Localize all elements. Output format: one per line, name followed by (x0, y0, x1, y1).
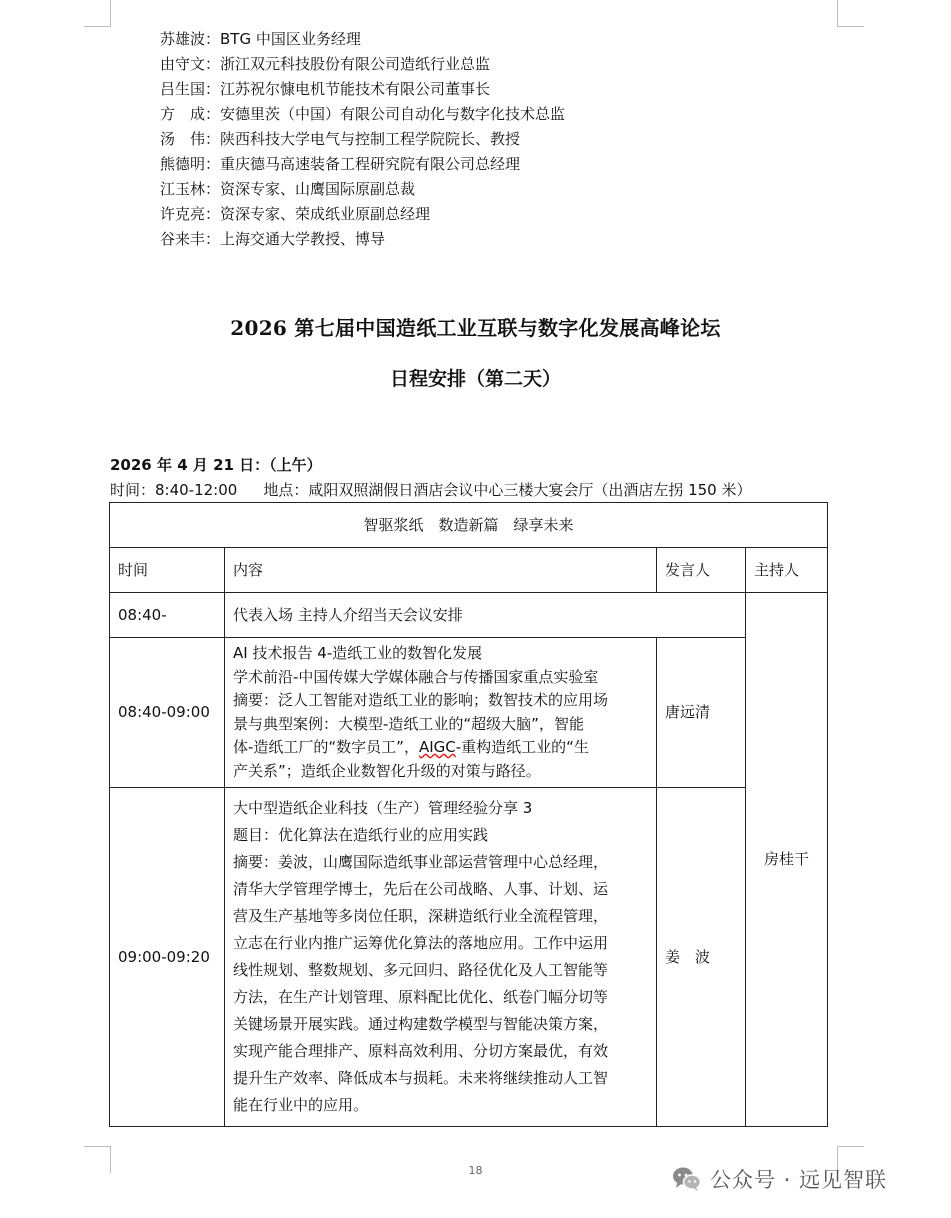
schedule-table (109, 502, 828, 1127)
header-time: 时间 (110, 548, 225, 593)
people-list (160, 27, 565, 252)
row-content: 代表入场 主持人介绍当天会议安排 (225, 593, 746, 638)
content-line: 题目：优化算法在造纸行业的应用实践 (233, 826, 489, 844)
table-row (110, 638, 828, 788)
content-line: 提升生产效率、降低成本与损耗。未来将继续推动人工智 (233, 1069, 609, 1087)
session-date: 2026 年 4 月 21 日：（上午） (110, 456, 322, 474)
row-time: 09:00-09:20 (110, 788, 225, 1127)
person-entry: 许克亮：资深专家、荣成纸业原副总经理 (160, 205, 431, 223)
row-content (225, 788, 657, 1127)
content-line: 立志在行业内推广运筹优化算法的落地应用。工作中运用 (233, 934, 609, 952)
person-entry: 苏雄波：BTG 中国区业务经理 (160, 30, 361, 48)
header-content: 内容 (225, 548, 657, 593)
wechat-icon (672, 1166, 702, 1192)
header-host: 主持人 (746, 548, 828, 593)
session-location: 地点：咸阳双照湖假日酒店会议中心三楼大宴会厅（出酒店左拐 150 米） (263, 481, 752, 499)
content-line: 营及生产基地等多岗位任职，深耕造纸行业全流程管理， (233, 907, 609, 925)
person-entry: 江玉林：资深专家、山鹰国际原副总裁 (160, 180, 416, 198)
content-line: 清华大学管理学博士，先后在公司战略、人事、计划、运 (233, 880, 609, 898)
content-fragment: -重构造纸工业的“生 (455, 738, 589, 756)
corner-mark-top-right (837, 0, 864, 27)
content-line: 能在行业中的应用。 (233, 1096, 369, 1114)
person-entry: 吕生国：江苏祝尔慷电机节能技术有限公司董事长 (160, 80, 491, 98)
row-time: 08:40- (110, 593, 225, 638)
content-line: 摘要：泛人工智能对造纸工业的影响；数智技术的应用场 (233, 691, 609, 709)
content-fragment: 体-造纸工厂的“数字员工”， (233, 738, 419, 756)
content-line: 学术前沿-中国传媒大学媒体融合与传播国家重点实验室 (233, 667, 599, 686)
session-theme: 智驱浆纸 数造新篇 绿享未来 (110, 503, 828, 548)
speaker-name: 姜 波 (657, 788, 746, 1127)
session-time: 时间：8:40-12:00 (110, 481, 238, 499)
content-line: AI 技术报告 4-造纸工业的数智化发展 (233, 644, 483, 662)
table-row (110, 593, 828, 638)
row-time: 08:40-09:00 (110, 638, 225, 788)
page-number: 18 (468, 1164, 483, 1177)
corner-mark-top-left (84, 0, 111, 27)
content-line (233, 736, 648, 760)
content-line: 实现产能合理排产、原料高效利用、分切方案最优，有效 (233, 1042, 609, 1060)
time-location-line (110, 479, 752, 500)
person-entry: 由守文：浙江双元科技股份有限公司造纸行业总监 (160, 55, 491, 73)
content-line: 产关系”；造纸企业数智化升级的对策与路径。 (233, 761, 541, 780)
row-content (225, 638, 657, 788)
content-line: 大中型造纸企业科技（生产）管理经验分享 3 (233, 799, 533, 817)
content-line: 线性规划、整数规划、多元回归、路径优化及人工智能等 (233, 961, 609, 979)
content-line: 摘要：姜波，山鹰国际造纸事业部运营管理中心总经理， (233, 853, 609, 871)
host-name: 房桂干 (746, 593, 828, 1127)
spellcheck-underline: AIGC (418, 738, 456, 756)
table-row (110, 788, 828, 1127)
forum-title: 2026 第七届中国造纸工业互联与数字化发展高峰论坛 (230, 316, 721, 340)
person-entry: 汤 伟：陕西科技大学电气与控制工程学院院长、教授 (160, 130, 521, 148)
watermark (672, 1164, 887, 1194)
watermark-text: 公众号 · 远见智联 (710, 1168, 888, 1192)
schedule-subtitle: 日程安排（第二天） (389, 368, 561, 390)
header-speaker: 发言人 (657, 548, 746, 593)
person-entry: 方 成：安德里茨（中国）有限公司自动化与数字化技术总监 (160, 105, 566, 123)
person-entry: 谷来丰：上海交通大学教授、博导 (160, 230, 386, 248)
content-line: 方法，在生产计划管理、原料配比优化、纸卷门幅分切等 (233, 988, 609, 1006)
content-line: 关键场景开展实践。通过构建数学模型与智能决策方案， (233, 1015, 609, 1033)
content-line: 景与典型案例：大模型-造纸工业的“超级大脑”，智能 (233, 714, 584, 733)
person-entry: 熊德明：重庆德马高速装备工程研究院有限公司总经理 (160, 155, 521, 173)
speaker-name: 唐远清 (657, 638, 746, 788)
